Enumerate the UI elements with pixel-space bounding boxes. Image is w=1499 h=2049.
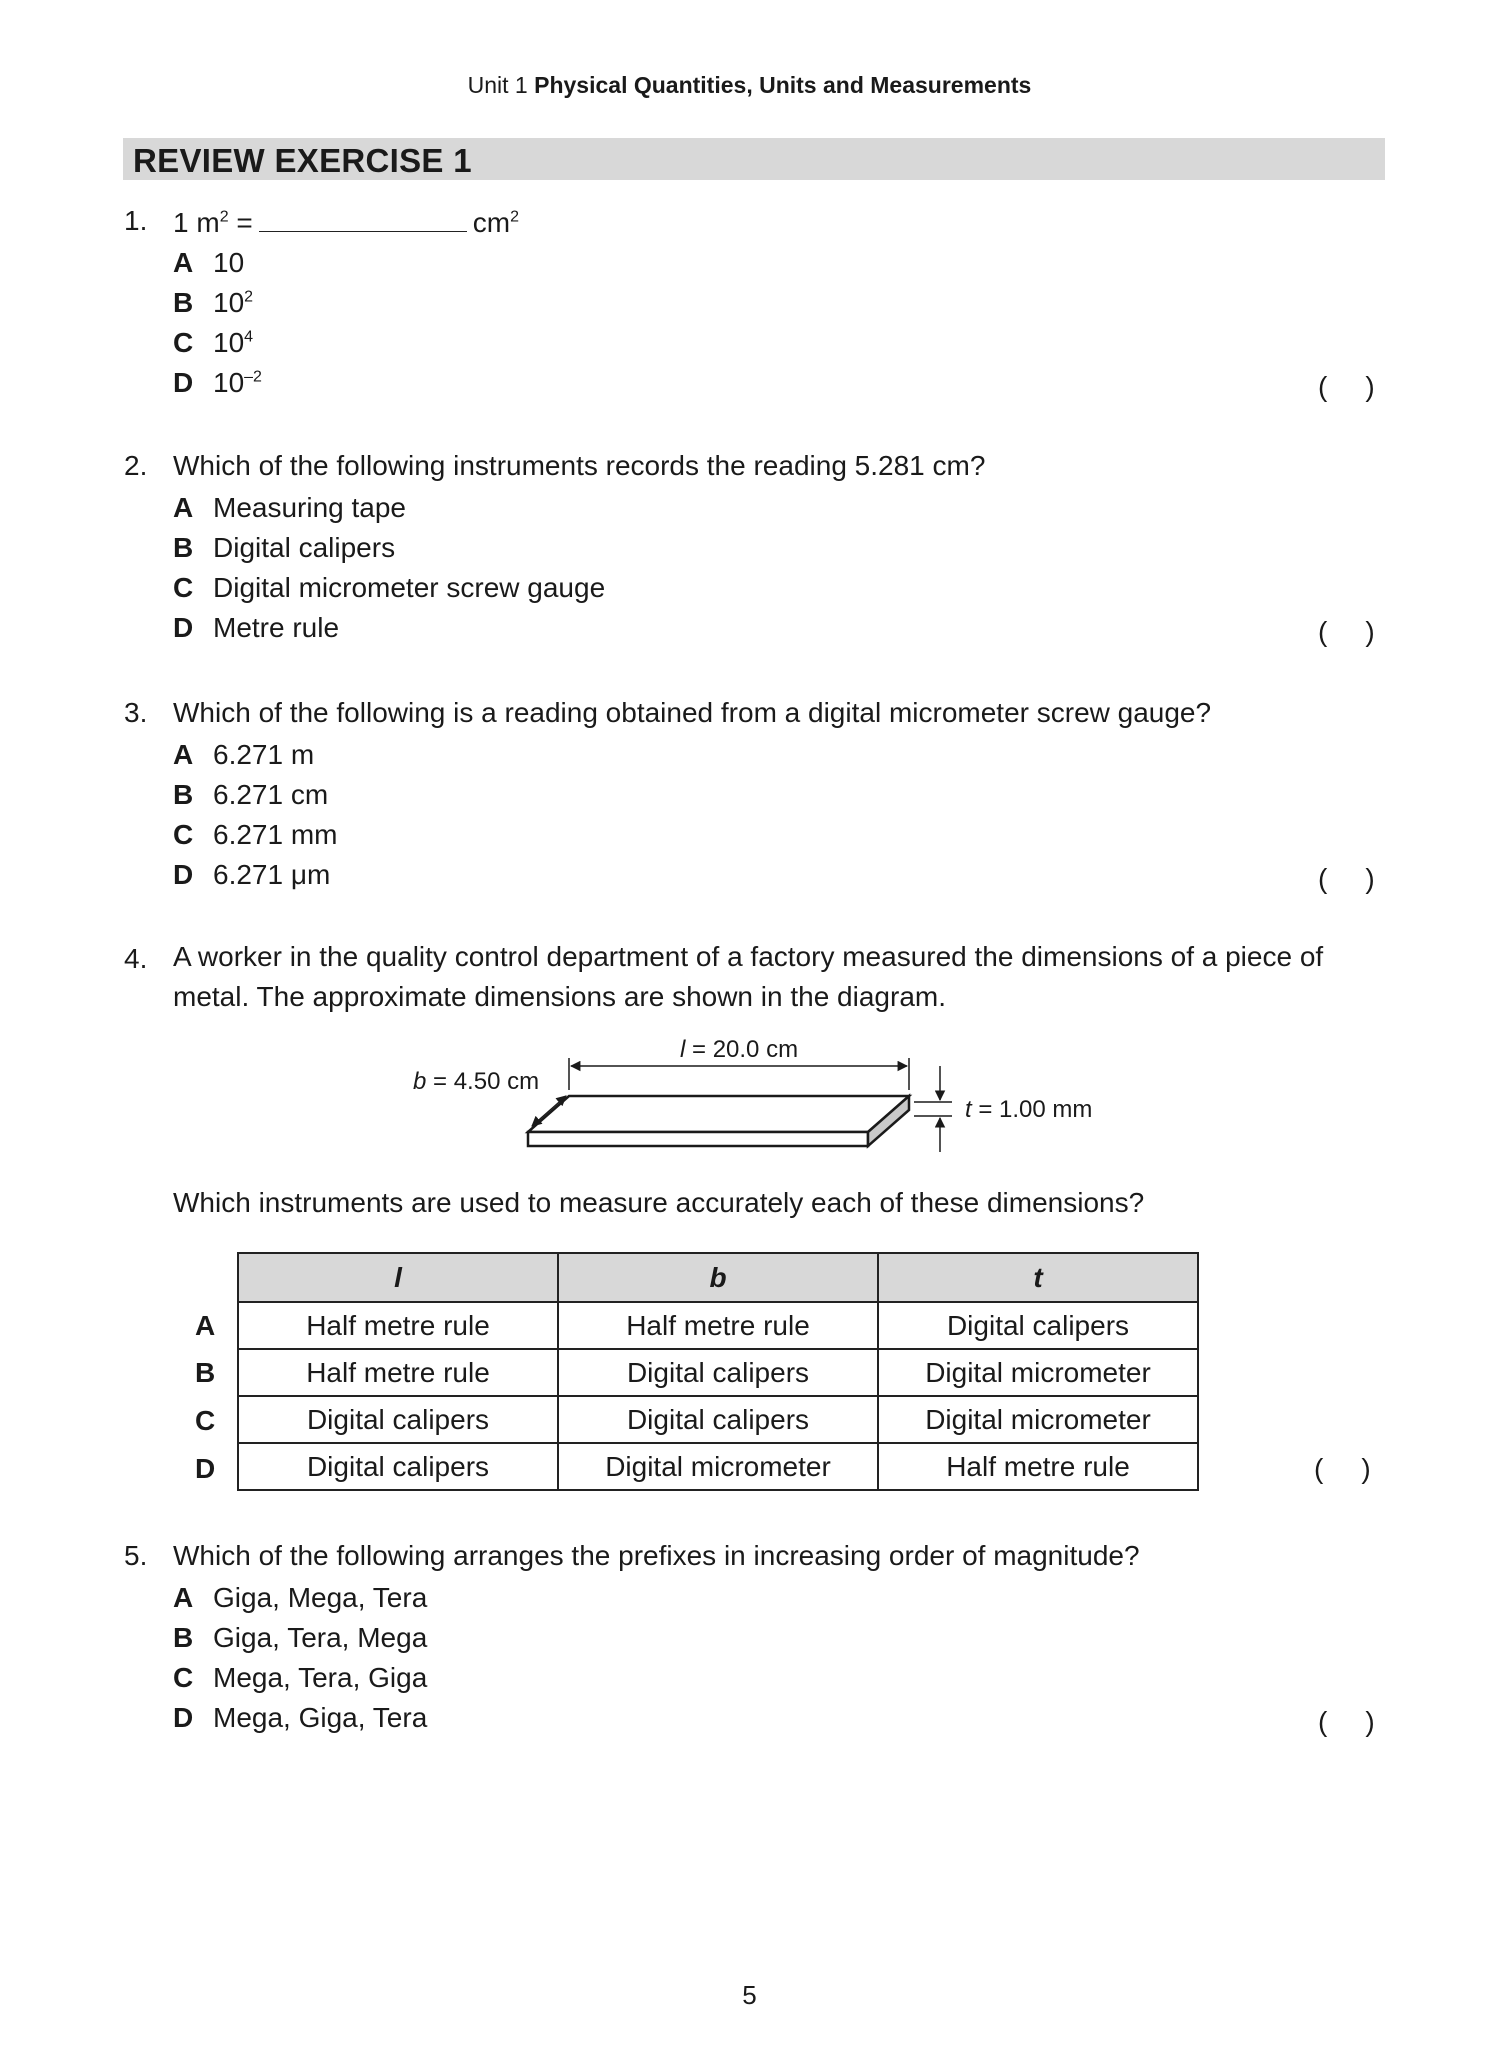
question-number: 3. [124, 697, 148, 728]
question-number: 1. [124, 205, 148, 236]
question-stem: 1 $m^2 = cm^2$ [173, 207, 519, 238]
question-sub-stem: Which instruments are used to measure accurately each of these dimensions? [173, 1187, 1145, 1218]
slab-top-face [528, 1096, 909, 1132]
row-label-b: B [195, 1357, 216, 1388]
question-number: 4. [124, 943, 148, 974]
table-cell: Digital calipers [878, 1302, 1198, 1349]
table-cell: Digital micrometer [558, 1443, 878, 1490]
option-c: C Mega, Tera, Giga [173, 1662, 428, 1693]
question-number: 5. [124, 1540, 148, 1571]
length-label: l = 20.0 cm [680, 1036, 799, 1063]
table-cell: Half metre rule [238, 1349, 558, 1396]
column-header-b: b [558, 1253, 878, 1302]
running-header [0, 72, 1499, 99]
thickness-label: t = 1.00 mm [965, 1096, 1093, 1123]
option-b: B Digital calipers [173, 532, 396, 563]
option-c: C 6.271 mm [173, 819, 338, 850]
page-number: 5 [742, 1980, 757, 2010]
option-a: A Measuring tape [173, 492, 407, 523]
option-b: B $10^2$ [173, 287, 254, 318]
column-header-l: l [238, 1253, 558, 1302]
option-b: B 6.271 cm [173, 779, 329, 810]
row-label-d: D [195, 1453, 216, 1484]
option-a: A Giga, Mega, Tera [173, 1582, 428, 1613]
table-row [238, 1396, 1198, 1443]
table-cell: Digital calipers [558, 1396, 878, 1443]
unit-label: Unit 1 [467, 72, 528, 98]
instruments-table [237, 1252, 1199, 1491]
column-header-t: t [878, 1253, 1198, 1302]
option-d: D Mega, Giga, Tera [173, 1702, 428, 1733]
table-cell: Digital micrometer [878, 1396, 1198, 1443]
table-cell: Digital micrometer [878, 1349, 1198, 1396]
answer-blank[interactable] [259, 205, 467, 232]
option-c: C $10^4$ [173, 327, 254, 358]
table-row [238, 1349, 1198, 1396]
option-a: A 6.271 m [173, 739, 315, 770]
table-cell: Half metre rule [238, 1302, 558, 1349]
table-row [238, 1443, 1198, 1490]
question-stem: Which of the following arranges the prefixes in increasing order of magnitude? [173, 1540, 1140, 1571]
slab-front-face [528, 1132, 868, 1146]
option-d: D Metre rule [173, 612, 340, 643]
option-c: C Digital micrometer screw gauge [173, 572, 606, 603]
question-number: 2. [124, 450, 148, 481]
exercise-title-bar [123, 138, 1385, 180]
table-cell: Digital calipers [238, 1443, 558, 1490]
question-stem: A worker in the quality control department of a factory measured the dimensions of a piece of metal. The approximate dimensions are shown in the diagram. [173, 941, 1324, 1012]
table-header-row [238, 1253, 1198, 1302]
question-stem: Which of the following is a reading obtained from a digital micrometer screw gauge? [173, 697, 1212, 728]
option-d: D $10^{-2}$ [173, 367, 262, 398]
question-stem: Which of the following instruments records the reading 5.281 cm? [173, 450, 986, 481]
option-b: B Giga, Tera, Mega [173, 1622, 428, 1653]
unit-title: Physical Quantities, Units and Measurements [534, 72, 1032, 98]
metal-piece-diagram [390, 1030, 1130, 1180]
option-d: D 6.271 μm [173, 859, 331, 890]
table-cell: Digital calipers [238, 1396, 558, 1443]
answer-bracket[interactable]: ( ) [1318, 371, 1375, 402]
row-label-a: A [195, 1310, 216, 1341]
table-cell: Digital calipers [558, 1349, 878, 1396]
row-label-c: C [195, 1405, 216, 1436]
exercise-title: REVIEW EXERCISE 1 [133, 142, 472, 179]
breadth-label: b = 4.50 cm [413, 1068, 540, 1095]
table-cell: Half metre rule [878, 1443, 1198, 1490]
table-cell: Half metre rule [558, 1302, 878, 1349]
answer-bracket[interactable]: ( ) [1318, 863, 1375, 894]
answer-bracket[interactable]: ( ) [1314, 1453, 1371, 1484]
option-a: A 10 [173, 247, 245, 278]
answer-bracket[interactable]: ( ) [1318, 1706, 1375, 1737]
answer-bracket[interactable]: ( ) [1318, 616, 1375, 647]
table-row [238, 1302, 1198, 1349]
